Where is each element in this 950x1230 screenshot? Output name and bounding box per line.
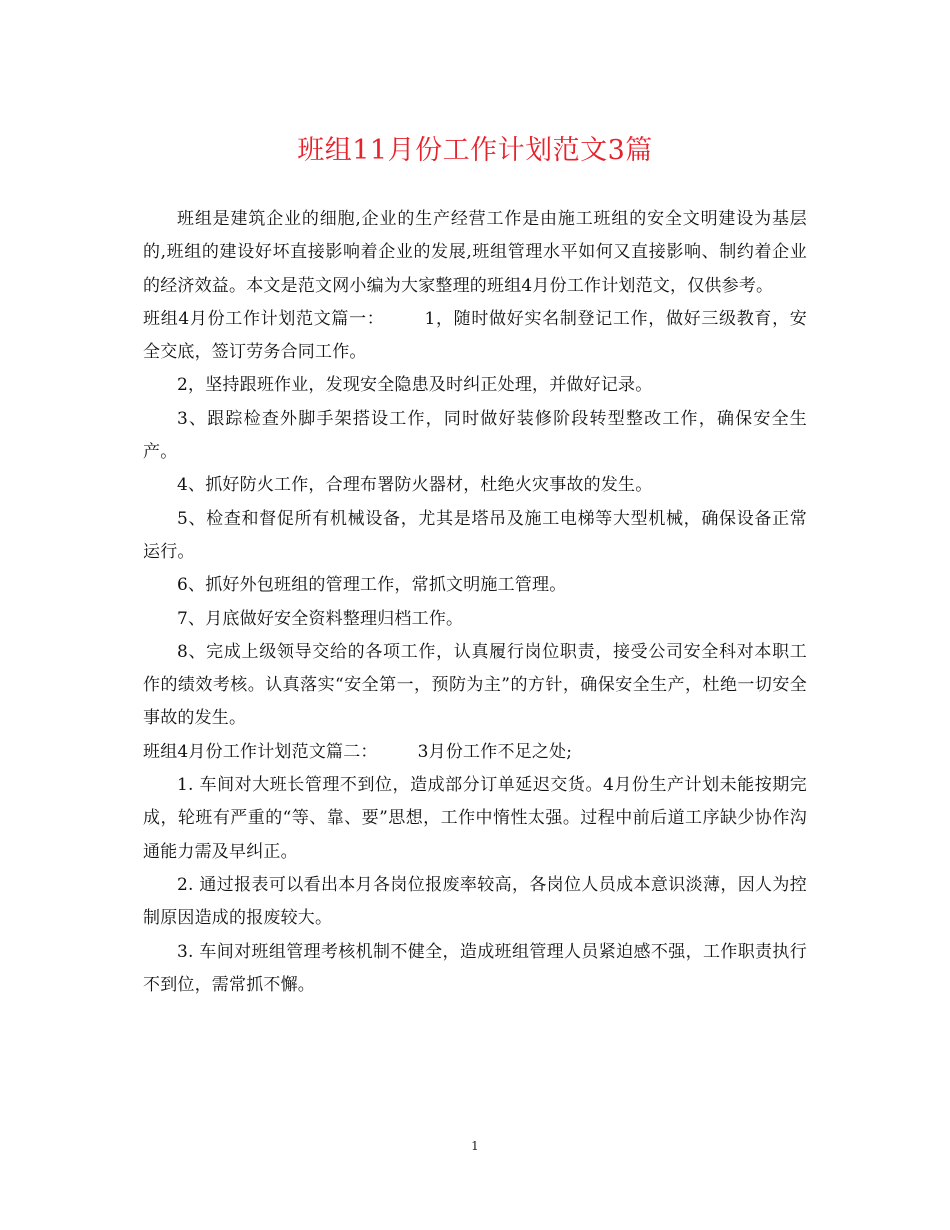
section-two-paragraph [143, 736, 807, 769]
plan-item-3: 3、跟踪检查外脚手架搭设工作，同时做好装修阶段转型整改工作，确保安全生产。 [143, 408, 807, 463]
plan-item-5: 5、检查和督促所有机械设备，尤其是塔吊及施工电梯等大型机械，确保设备正常运行。 [143, 508, 807, 562]
section-one-heading: 班组4月份工作计划范文篇一： [143, 308, 385, 329]
section-one-text: 1，随时做好实名制登记工作，做好三级教育，安全交底，签订劳务合同工作。 [143, 308, 807, 363]
page-number: 1 [471, 1139, 479, 1153]
intro-paragraph: 班组是建筑企业的细胞,企业的生产经营工作是由施工班组的安全文明建设为基层的,班组的建设好坏直接影响着企业的发展,班组管理水平如何又直接影响、制约着企业的经济效益。本文是范文网小编为大家整理的班组4月份工作计划范文，仅供参考。 [143, 209, 807, 296]
shortcoming-item-1: 1. 车间对大班长管理不到位，造成部分订单延迟交货。4月份生产计划未能按期完成，轮班有严重的“等、靠、要”思想，工作中惰性太强。过程中前后道工序缺少协作沟通能力需及早纠正。 [143, 775, 807, 862]
plan-item-7: 7、月底做好安全资料整理归档工作。 [177, 608, 464, 629]
plan-item-4: 4、抓好防火工作，合理布署防火器材，杜绝火灾事故的发生。 [177, 475, 653, 496]
shortcoming-item-2: 2. 通过报表可以看出本月各岗位报废率较高，各岗位人员成本意识淡薄，因人为控制原因造成的报废较大。 [143, 874, 807, 929]
document-body [143, 203, 807, 1002]
plan-item-6: 6、抓好外包班组的管理工作，常抓文明施工管理。 [177, 575, 567, 596]
document-title: 班组11月份工作计划范文3篇 [297, 135, 653, 166]
section-one-paragraph [143, 303, 807, 370]
section-two-text: 3月份工作不足之处; [417, 741, 573, 762]
shortcoming-item-3: 3. 车间对班组管理考核机制不健全，造成班组管理人员紧迫感不强，工作职责执行不到位，需常抓不懈。 [143, 941, 807, 995]
plan-item-2: 2，坚持跟班作业，发现安全隐患及时纠正处理，并做好记录。 [177, 375, 653, 396]
section-two-heading: 班组4月份工作计划范文篇二： [143, 741, 378, 762]
plan-item-8: 8、完成上级领导交给的各项工作，认真履行岗位职责，接受公司安全科对本职工作的绩效考核。认真落实“安全第一，预防为主”的方针，确保安全生产，杜绝一切安全事故的发生。 [143, 641, 807, 729]
